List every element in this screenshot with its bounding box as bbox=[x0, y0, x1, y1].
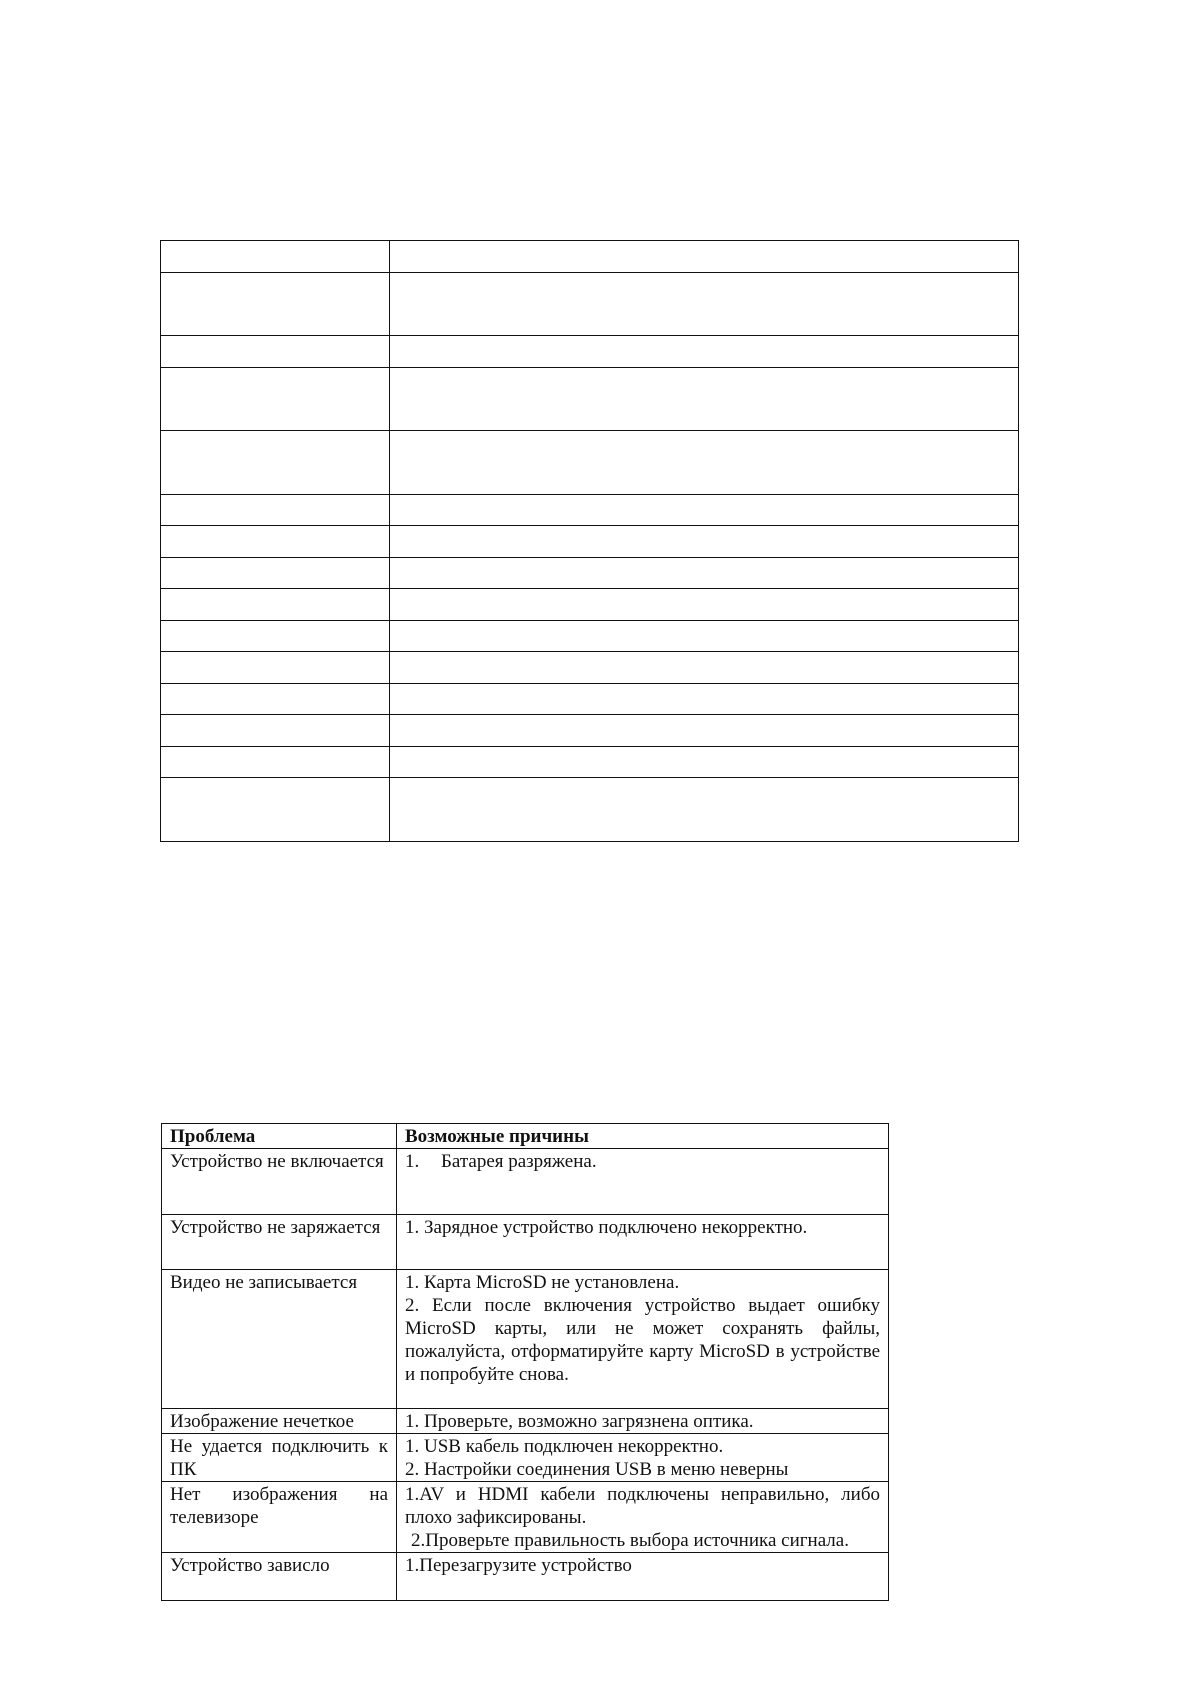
table-row bbox=[162, 1482, 889, 1553]
table-row bbox=[161, 241, 1019, 273]
table-row bbox=[161, 367, 1019, 431]
spec-cell bbox=[390, 557, 1019, 589]
spec-cell bbox=[390, 272, 1019, 336]
spec-cell bbox=[390, 715, 1019, 747]
table-row bbox=[162, 1270, 889, 1409]
problem-cell: Нет изображения на телевизоре bbox=[162, 1482, 397, 1553]
spec-cell bbox=[390, 652, 1019, 684]
table-row bbox=[162, 1434, 889, 1482]
spec-cell bbox=[161, 272, 390, 336]
spec-table bbox=[160, 240, 1019, 842]
spec-cell bbox=[161, 589, 390, 621]
causes-cell bbox=[397, 1434, 889, 1482]
causes-cell bbox=[397, 1270, 889, 1409]
cause-item: 1. USB кабель подключен некорректно. bbox=[405, 1436, 724, 1457]
spec-cell bbox=[161, 431, 390, 495]
header-problem: Проблема bbox=[162, 1124, 397, 1149]
spec-cell bbox=[390, 336, 1019, 368]
spec-cell bbox=[161, 241, 390, 273]
table-header-row bbox=[162, 1124, 889, 1149]
table-row bbox=[161, 272, 1019, 336]
causes-cell bbox=[397, 1553, 889, 1601]
table-row bbox=[161, 589, 1019, 621]
problem-cell: Не удается подключить к ПК bbox=[162, 1434, 397, 1482]
spec-cell bbox=[161, 494, 390, 526]
spec-cell bbox=[161, 336, 390, 368]
troubleshooting-table bbox=[161, 1123, 889, 1601]
table-row bbox=[162, 1149, 889, 1215]
spec-cell bbox=[390, 241, 1019, 273]
spec-cell bbox=[161, 778, 390, 842]
spec-cell bbox=[390, 367, 1019, 431]
cause-item: 1. Зарядное устройство подключено некорректно. bbox=[405, 1217, 808, 1238]
table-row bbox=[161, 431, 1019, 495]
spec-cell bbox=[390, 494, 1019, 526]
causes-cell bbox=[397, 1215, 889, 1270]
spec-cell bbox=[161, 367, 390, 431]
spec-cell bbox=[161, 557, 390, 589]
table-row bbox=[161, 715, 1019, 747]
problem-cell: Устройство не включается bbox=[162, 1149, 397, 1215]
table-row bbox=[161, 620, 1019, 652]
problem-cell: Изображение нечеткое bbox=[162, 1409, 397, 1434]
table-row bbox=[161, 683, 1019, 715]
table-row bbox=[161, 778, 1019, 842]
spec-cell bbox=[161, 715, 390, 747]
spec-cell bbox=[161, 526, 390, 558]
spec-cell bbox=[390, 589, 1019, 621]
problem-cell: Видео не записывается bbox=[162, 1270, 397, 1409]
cause-text: Батарея разряжена. bbox=[441, 1151, 597, 1172]
table-row bbox=[162, 1409, 889, 1434]
header-causes: Возможные причины bbox=[397, 1124, 889, 1149]
table-row bbox=[162, 1215, 889, 1270]
cause-item: 1. Карта MicroSD не установлена. bbox=[405, 1272, 680, 1293]
table-row bbox=[161, 557, 1019, 589]
table-row bbox=[161, 652, 1019, 684]
cause-item: 2. Настройки соединения USB в меню неверны bbox=[405, 1459, 789, 1480]
spec-cell bbox=[161, 746, 390, 778]
cause-item: 2. Если после включения устройство выдает ошибку MicroSD карты, или не может сохранять файлы, пожалуйста, отформатируйте карту MicroSD в устройстве и попробуйте снова. bbox=[405, 1295, 880, 1385]
spec-cell bbox=[390, 746, 1019, 778]
table-row bbox=[161, 746, 1019, 778]
spec-cell bbox=[161, 620, 390, 652]
spec-cell bbox=[390, 620, 1019, 652]
table-row bbox=[162, 1553, 889, 1601]
table-row bbox=[161, 494, 1019, 526]
spec-cell bbox=[390, 526, 1019, 558]
cause-item: 1. Проверьте, возможно загрязнена оптика. bbox=[405, 1411, 754, 1432]
spec-cell bbox=[390, 778, 1019, 842]
spec-cell bbox=[390, 431, 1019, 495]
spec-cell bbox=[390, 683, 1019, 715]
causes-cell bbox=[397, 1149, 889, 1215]
spec-cell bbox=[161, 652, 390, 684]
cause-item: 1.AV и HDMI кабели подключены неправильно, либо плохо зафиксированы. bbox=[405, 1484, 880, 1528]
cause-item: 1. Батарея разряжена. bbox=[405, 1151, 597, 1172]
causes-cell bbox=[397, 1409, 889, 1434]
causes-cell bbox=[397, 1482, 889, 1553]
spec-cell bbox=[161, 683, 390, 715]
problem-cell: Устройство зависло bbox=[162, 1553, 397, 1601]
table-row bbox=[161, 526, 1019, 558]
table-row bbox=[161, 336, 1019, 368]
problem-cell: Устройство не заряжается bbox=[162, 1215, 397, 1270]
cause-item: 2.Проверьте правильность выбора источника сигнала. bbox=[411, 1530, 849, 1551]
cause-item: 1.Перезагрузите устройство bbox=[405, 1555, 632, 1576]
